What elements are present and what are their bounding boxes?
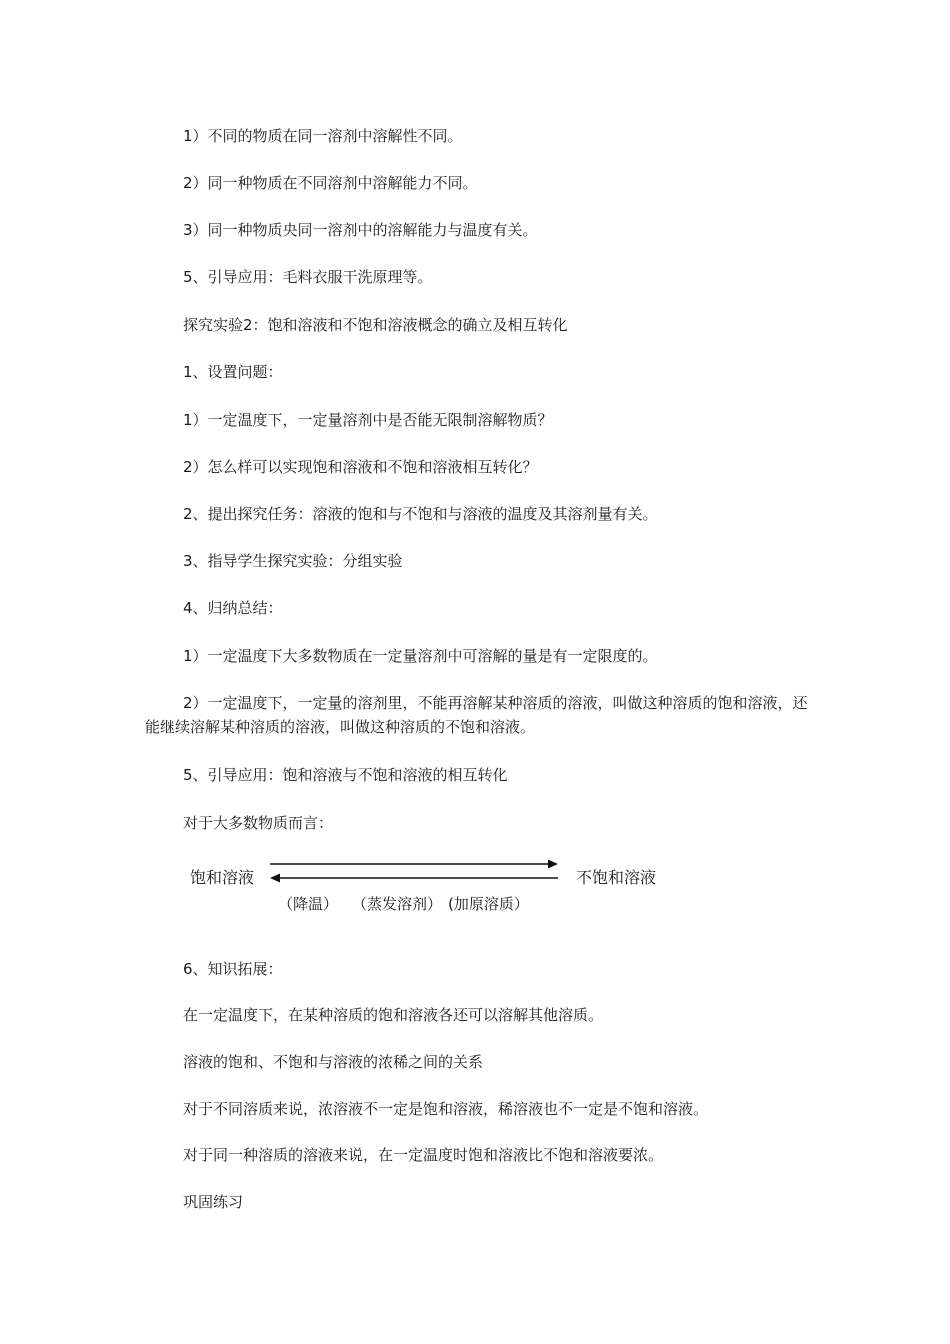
section-heading: 巩固练习: [183, 1193, 244, 1211]
paragraph: 1）一定温度下，一定量溶剂中是否能无限制溶解物质？: [183, 411, 553, 429]
condition-add-solute: (加原溶质）: [448, 895, 529, 913]
paragraph: 对于大多数物质而言：: [183, 814, 334, 832]
section-heading: 探究实验2：饱和溶液和不饱和溶液概念的确立及相互转化: [183, 316, 568, 334]
condition-cooling: （降温）: [278, 895, 339, 913]
paragraph: 3、指导学生探究实验：分组实验: [183, 552, 403, 570]
double-arrow-icon: [268, 858, 560, 884]
paragraph: 1）一定温度下大多数物质在一定量溶剂中可溶解的量是有一定限度的。: [183, 647, 658, 665]
condition-evaporate: （蒸发溶剂）: [352, 895, 443, 913]
unsaturated-solution-label: 不饱和溶液: [576, 868, 657, 887]
paragraph: 2、提出探究任务：溶液的饱和与不饱和与溶液的温度及其溶剂量有关。: [183, 505, 658, 523]
section-heading: 6、知识拓展：: [183, 960, 283, 978]
conversion-diagram: [180, 848, 700, 928]
paragraph: 2）怎么样可以实现饱和溶液和不饱和溶液相互转化？: [183, 458, 538, 476]
paragraph: 在一定温度下，在某种溶质的饱和溶液各还可以溶解其他溶质。: [183, 1006, 604, 1024]
paragraph: 5、引导应用：饱和溶液与不饱和溶液的相互转化: [183, 766, 508, 784]
definition-paragraph: 2）一定温度下，一定量的溶剂里，不能再溶解某种溶质的溶液，叫做这种溶质的饱和溶液，还能继续溶解某种溶质的溶液，叫做这种溶质的不饱和溶液。: [145, 694, 808, 736]
paragraph: 3）同一种物质央同一溶剂中的溶解能力与温度有关。: [183, 221, 538, 239]
paragraph: 1）不同的物质在同一溶剂中溶解性不同。: [183, 127, 463, 145]
paragraph: 对于不同溶质来说，浓溶液不一定是饱和溶液，稀溶液也不一定是不饱和溶液。: [183, 1100, 709, 1118]
paragraph: 5、引导应用：毛料衣服干洗原理等。: [183, 268, 433, 286]
paragraph: 对于同一种溶质的溶液来说，在一定温度时饱和溶液比不饱和溶液要浓。: [183, 1146, 664, 1164]
saturated-solution-label: 饱和溶液: [190, 868, 255, 887]
paragraph: 溶液的饱和、不饱和与溶液的浓稀之间的关系: [183, 1053, 484, 1071]
paragraph: 4、归纳总结：: [183, 599, 283, 617]
paragraph: 1、设置问题：: [183, 363, 283, 381]
paragraph: 2）同一种物质在不同溶剂中溶解能力不同。: [183, 174, 478, 192]
